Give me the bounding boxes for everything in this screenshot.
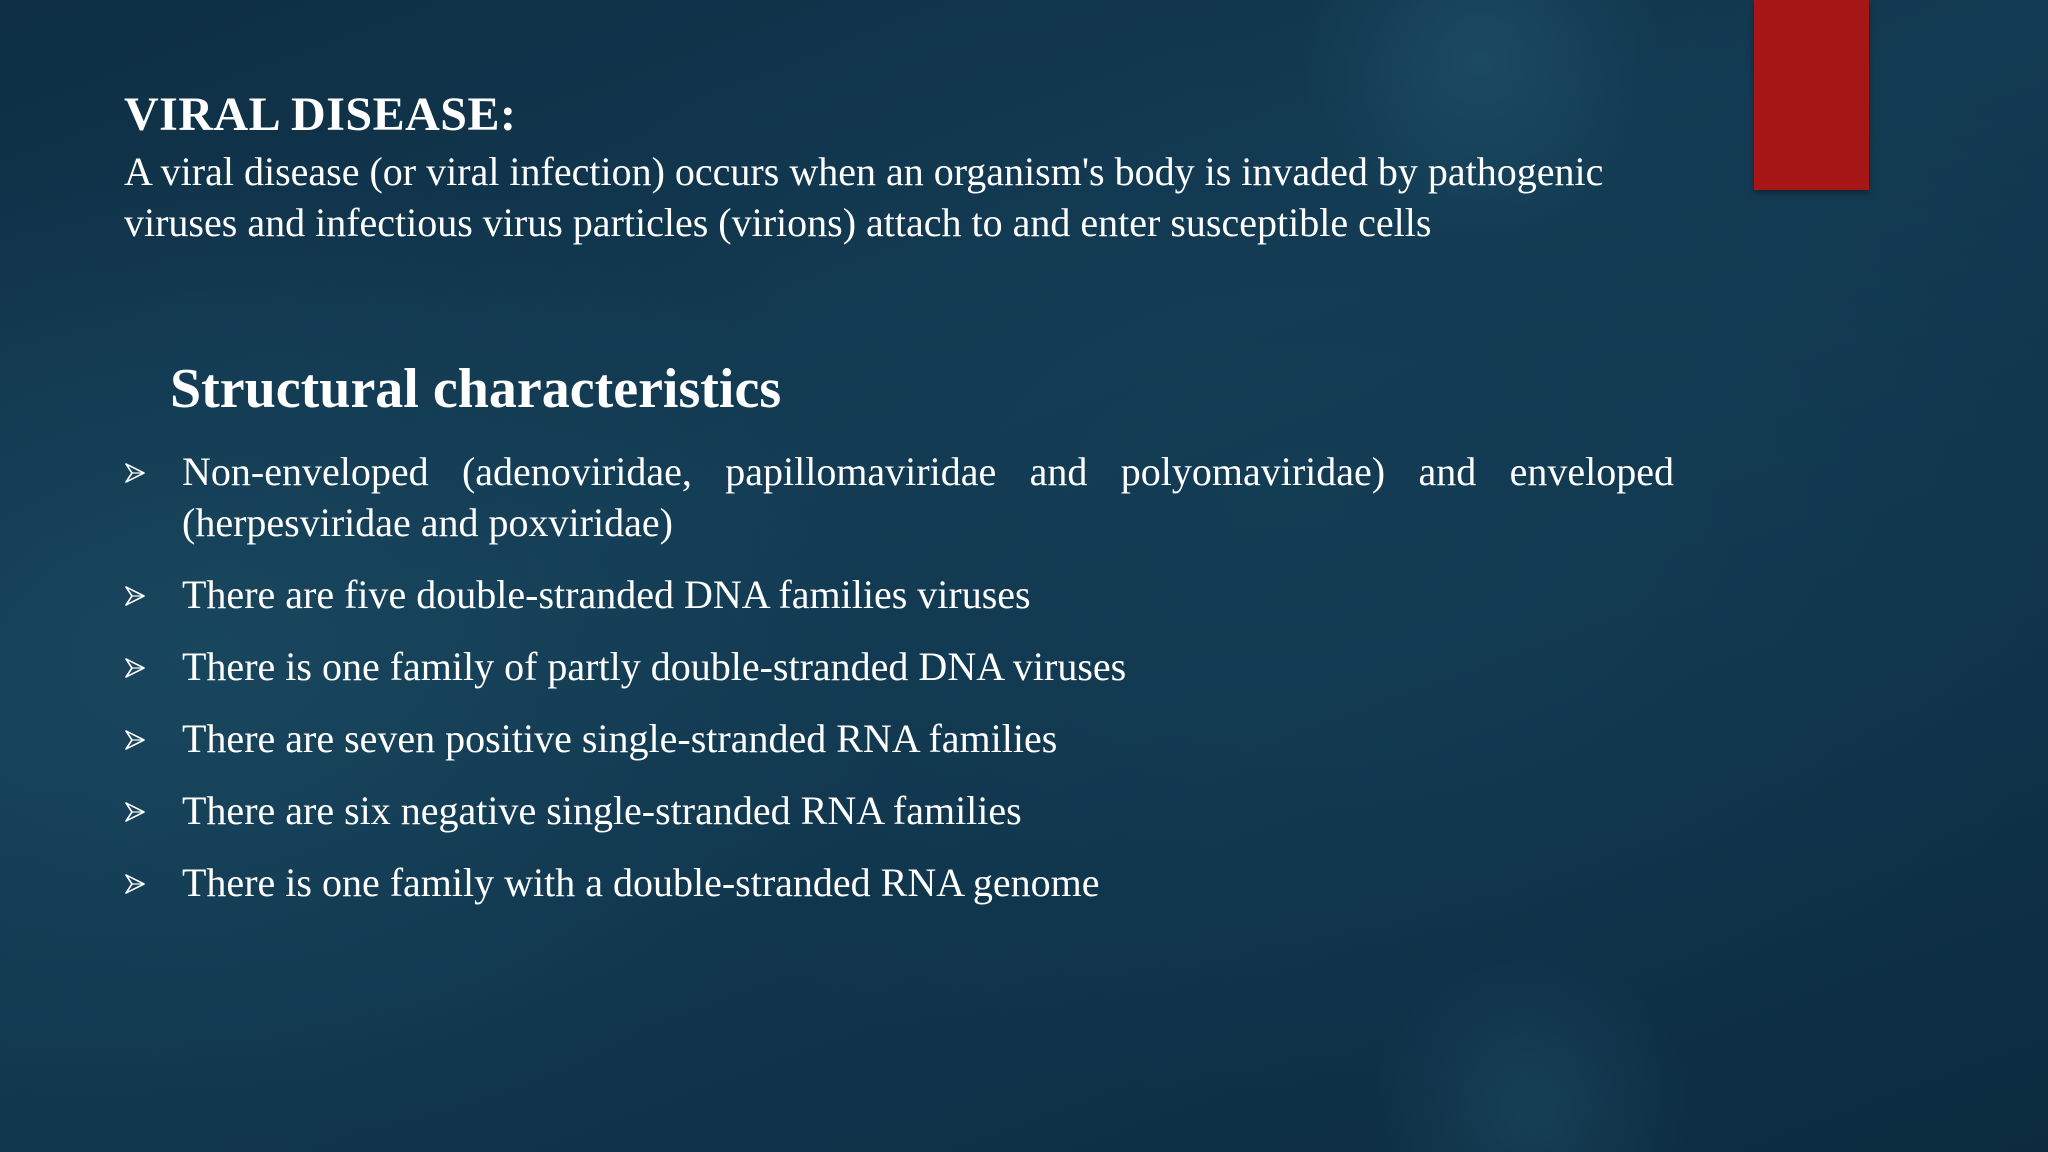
bullet-text: There are six negative single-stranded RNA families (182, 788, 1022, 833)
bullet-text: There is one family with a double-stranded RNA genome (182, 860, 1100, 905)
slide-title: VIRAL DISEASE: (124, 88, 517, 141)
arrow-bullet-icon (124, 801, 146, 823)
bullet-item (124, 446, 1674, 548)
arrow-bullet-icon (124, 873, 146, 895)
bullet-text: There are seven positive single-stranded RNA families (182, 716, 1058, 761)
intro-paragraph: A viral disease (or viral infection) occurs when an organism's body is invaded by pathogenic viruses and infectious virus particles (virions) attach to and enter susceptible cells (124, 149, 1604, 245)
bullet-item (124, 713, 1674, 764)
arrow-bullet-icon (124, 729, 146, 751)
bullet-item (124, 641, 1674, 692)
arrow-bullet-icon (124, 657, 146, 679)
bullet-list (124, 446, 1674, 929)
accent-bar (1754, 0, 1869, 190)
bullet-item (124, 785, 1674, 836)
bullet-text: There are five double-stranded DNA families viruses (182, 572, 1031, 617)
bullet-item (124, 857, 1674, 908)
arrow-bullet-icon (124, 462, 146, 484)
section-subtitle: Structural characteristics (170, 358, 782, 420)
bullet-item (124, 569, 1674, 620)
arrow-bullet-icon (124, 585, 146, 607)
bullet-text: There is one family of partly double-stranded DNA viruses (182, 644, 1127, 689)
bullet-text: Non-enveloped (adenoviridae, papillomaviridae and polyomaviridae) and enveloped (herpesviridae and poxviridae) (182, 449, 1674, 545)
